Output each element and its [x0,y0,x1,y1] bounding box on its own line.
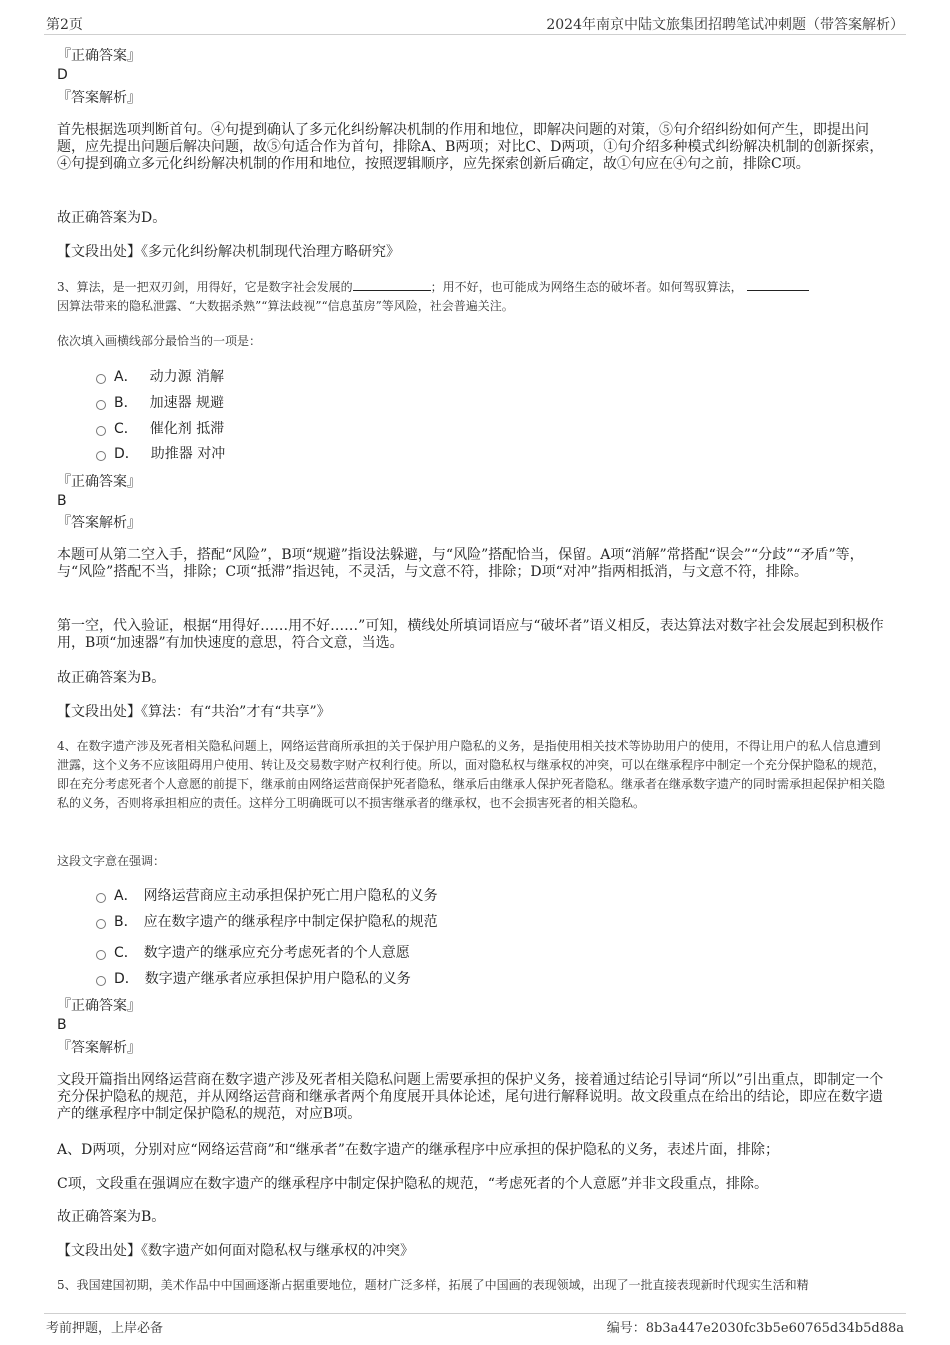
analysis-label: 『答案解析』 [57,90,141,106]
q3-answer: B [57,493,67,509]
q4-option-a[interactable] [96,887,856,905]
q4-answer: B [57,1017,67,1033]
option-letter: A． [114,888,138,904]
q4-conclusion: 故正确答案为B。 [57,1209,166,1225]
document-title: 2024年南京中陆文旅集团招聘笔试冲刺题（带答案解析） [546,17,904,33]
q3-source: 【文段出处】《算法：有“共治”才有“共享”》 [57,704,331,720]
option-letter: D． [114,971,139,987]
option-letter: B． [114,395,138,411]
q4-source: 【文段出处】《数字遗产如何面对隐私权与继承权的冲突》 [57,1243,414,1259]
radio-icon[interactable] [96,451,106,461]
page-header [44,14,906,35]
option-text: 催化剂 抵滞 [149,421,225,437]
q3-stem-part-1: 3、算法，是一把双刃剑，用得好，它是数字社会发展的 [57,280,353,294]
q2-analysis: 首先根据选项判断首句。④句提到确认了多元化纠纷解决机制的作用和地位，即解决问题的对策，⑤句介绍纠纷如何产生，即提出问题，应先提出问题后解决问题，故⑤句适合作为首句，排除A、B两项；对比C、D两项，①句介绍多种模式纠纷解决机制的创新探索，④句提到确立多元化纠纷解决机制的作用和地位，按照逻辑顺序，应先探索创新后确定，故①句应在④句之前，排除C项。 [57,122,884,172]
q3-option-b[interactable] [96,394,856,412]
q3-conclusion: 故正确答案为B。 [57,670,166,686]
q3-prompt: 依次填入画横线部分最恰当的一项是： [57,334,262,348]
q3-analysis-2: 第一空，代入验证，根据“用得好……用不好……”可知，横线处所填词语应与“破坏者”语义相反，表达算法对数字社会发展起到积极作用，B项“加速器”有加快速度的意思，符合文意，当选。 [57,618,884,651]
analysis-label: 『答案解析』 [57,515,141,531]
q3-analysis-1: 本题可从第二空入手，搭配“风险”，B项“规避”指设法躲避，与“风险”搭配恰当，保留。A项“消解”常搭配“误会”“分歧”“矛盾”等，与“风险”搭配不当，排除；C项“抵滞”指迟钝，不灵活，与文意不符，排除；D项“对冲”指两相抵消，与文意不符，排除。 [57,547,864,580]
option-text: 加速器 规避 [149,395,225,411]
correct-answer-label: 『正确答案』 [57,48,141,64]
option-text: 数字遗产的继承应充分考虑死者的个人意愿 [143,945,410,961]
option-letter: A． [114,369,138,385]
q4-analysis-2: A、D两项，分别对应“网络运营商”和“继承者”在数字遗产的继承程序中应承担的保护隐私的义务，表述片面，排除； [57,1142,779,1158]
footer-slogan: 考前押题，上岸必备 [46,1321,164,1336]
radio-icon[interactable] [96,374,106,384]
radio-icon[interactable] [96,426,106,436]
option-text: 助推器 对冲 [150,446,226,462]
q4-option-d[interactable] [96,970,856,988]
option-text: 网络运营商应主动承担保护死亡用户隐私的义务 [143,888,438,904]
radio-icon[interactable] [96,976,106,986]
q4-prompt: 这段文字意在强调： [57,854,166,868]
q4-option-c[interactable] [96,944,856,962]
option-letter: C． [114,421,138,437]
radio-icon[interactable] [96,893,106,903]
q4-option-b[interactable] [96,913,856,931]
option-text: 数字遗产继承者应承担保护用户隐私的义务 [144,971,411,987]
q4-analysis-1: 文段开篇指出网络运营商在数字遗产涉及死者相关隐私问题上需要承担的保护义务，接着通过结论引导词“所以”引出重点，即制定一个充分保护隐私的规范，并从网络运营商和继承者两个角度展开具体论述，尾句进行解释说明。故文段重点在给出的结论，即应在数字遗产的继承程序中制定保护隐私的规范，对应B项。 [57,1072,884,1122]
option-letter: B． [114,914,138,930]
q4-analysis-3: C项，文段重在强调应在数字遗产的继承程序中制定保护隐私的规范，“考虑死者的个人意愿”并非文段重点，排除。 [57,1176,769,1192]
q4-stem: 4、在数字遗产涉及死者相关隐私问题上，网络运营商所承担的关于保护用户隐私的义务，是指使用相关技术等协助用户的使用，不得让用户的私人信息遭到泄露，这个义务不应该阻碍用户使用、转让及交易数字财产权利行使。所以，面对隐私权与继承权的冲突，可以在继承程序中制定一个充分保护隐私的规范，即在充分考虑死者个人意愿的前提下，继承前由网络运营商保护死者隐私，继承后由继承人保护死者隐私。继承者在继承数字遗产的同时需承担起保护相关隐私的义务，否则将承担相应的责任。这样分工明确既可以不损害继承者的继承权，也不会损害死者的相关隐私。 [57,739,886,810]
radio-icon[interactable] [96,950,106,960]
q3-stem [57,278,889,316]
option-text: 动力源 消解 [149,369,225,385]
q3-option-d[interactable] [96,445,856,463]
q2-answer: D [57,67,68,83]
analysis-label: 『答案解析』 [57,1040,141,1056]
correct-answer-label: 『正确答案』 [57,998,141,1014]
q3-stem-part-2: ；用不好，也可能成为网络生态的破坏者。如何驾驭算法， [430,280,743,294]
page-footer [44,1313,906,1336]
page-number: 第2页 [46,17,83,33]
radio-icon[interactable] [96,919,106,929]
q2-source: 【文段出处】《多元化纠纷解决机制现代治理方略研究》 [57,244,400,260]
q3-option-a[interactable] [96,368,856,386]
q3-blank-2 [747,278,809,291]
q5-stem: 5、我国建国初期，美术作品中中国画逐渐占据重要地位，题材广泛多样，拓展了中国画的表现领域，出现了一批直接表现新时代现实生活和精 [57,1278,809,1292]
document-id: 编号：8b3a447e2030fc3b5e60765d34b5d88a [606,1321,904,1336]
q2-conclusion: 故正确答案为D。 [57,210,167,226]
option-letter: C． [114,945,138,961]
option-text: 应在数字遗产的继承程序中制定保护隐私的规范 [143,914,438,930]
option-letter: D． [114,446,139,462]
radio-icon[interactable] [96,400,106,410]
q3-blank-1 [353,278,431,291]
q3-option-c[interactable] [96,420,856,438]
correct-answer-label: 『正确答案』 [57,474,141,490]
q3-stem-part-3: 因算法带来的隐私泄露、“大数据杀熟”“算法歧视”“信息茧房”等风险，社会普遍关注。 [57,299,514,313]
